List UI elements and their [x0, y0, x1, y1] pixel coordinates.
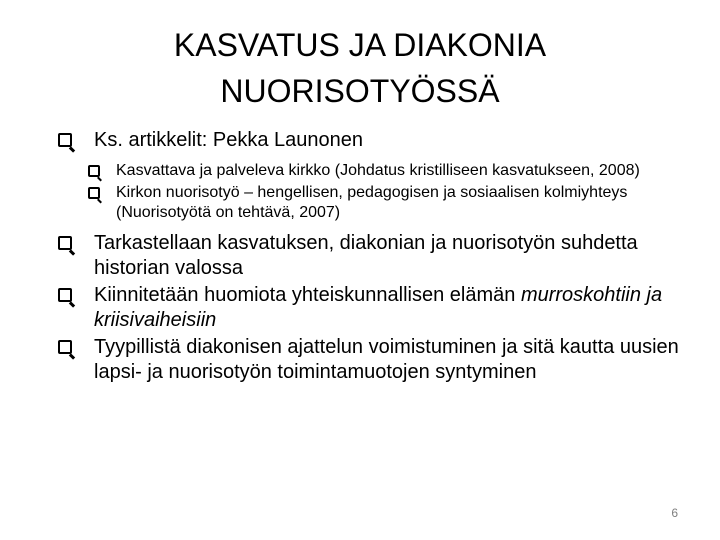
bullet-text: Kiinnitetään huomiota yhteiskunnallisen elämän	[94, 284, 516, 306]
bullet-item	[58, 128, 698, 153]
checkbox-bullet-icon	[58, 236, 72, 250]
bullet-text: Tyypillistä diakonisen ajattelun voimistuminen ja sitä kautta uusien lapsi- ja nuorisotyön toimintamuotojen syntyminen	[94, 336, 679, 383]
sub-bullet-item	[88, 183, 698, 223]
checkbox-bullet-icon	[58, 340, 72, 354]
bullet-item	[58, 283, 698, 333]
bullet-text: Tarkastellaan kasvatuksen, diakonian ja nuorisotyön suhdetta historian valossa	[94, 232, 638, 279]
sub-bullet-item	[88, 161, 698, 181]
bullet-text: Ks. artikkelit: Pekka Launonen	[94, 129, 364, 151]
slide-title	[60, 22, 660, 114]
bullet-item	[58, 335, 698, 385]
slide-title-line-1: KASVATUS JA DIAKONIA	[173, 27, 547, 63]
sub-bullet-text: Kasvattava ja palveleva kirkko (Johdatus kristilliseen kasvatukseen, 2008)	[116, 162, 640, 179]
bullet-text-italic: murroskohtiin ja kriisivaiheisiin	[94, 284, 663, 331]
checkbox-bullet-icon	[58, 133, 72, 147]
checkbox-bullet-icon	[58, 288, 72, 302]
bullet-list	[58, 128, 698, 387]
bullet-item	[58, 231, 698, 281]
page-number: 6	[671, 506, 678, 520]
slide-title-line-2: NUORISOTYÖSSÄ	[220, 73, 500, 109]
checkbox-bullet-icon	[88, 165, 100, 177]
checkbox-bullet-icon	[88, 187, 100, 199]
sub-bullet-list	[58, 161, 698, 223]
sub-bullet-text: Kirkon nuorisotyö – hengellisen, pedagogisen ja sosiaalisen kolmiyhteys (Nuorisotyötä on tehtävä, 2007)	[116, 184, 628, 221]
